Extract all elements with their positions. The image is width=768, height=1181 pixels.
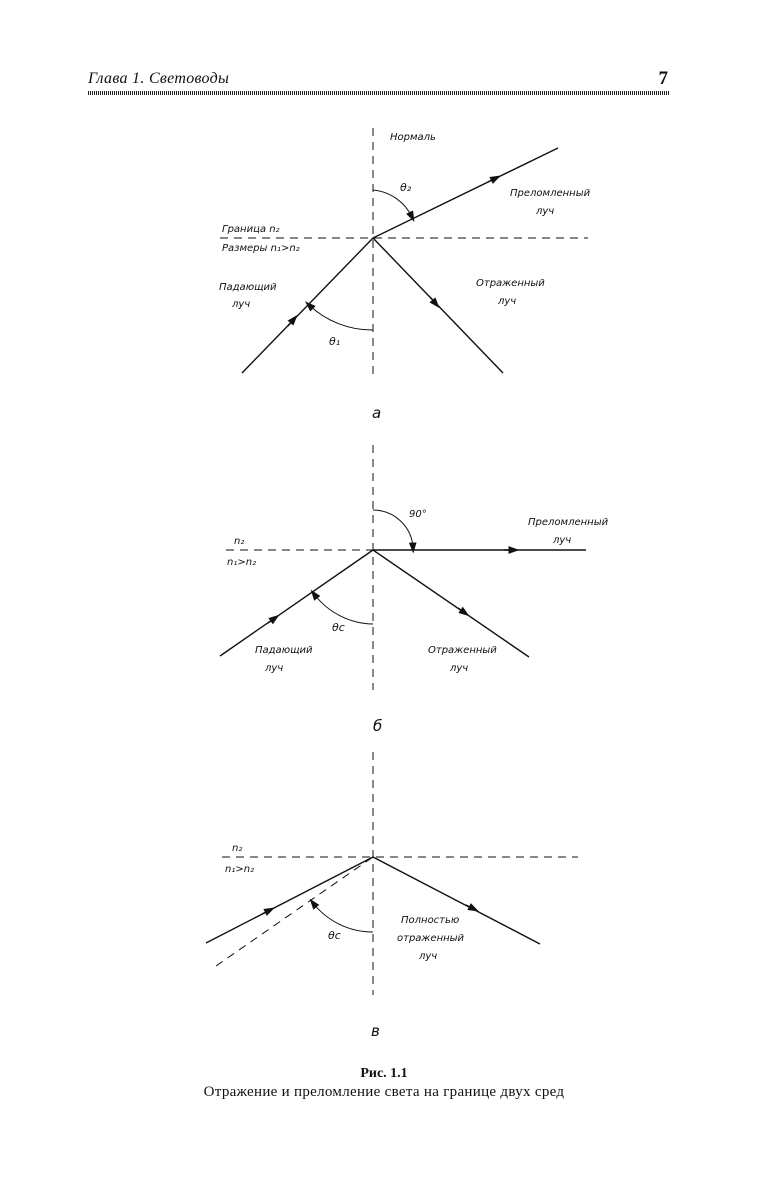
- panel-b-n1n2-label: n₁>n₂: [227, 557, 257, 568]
- panel-c-total-label-1: Полностью: [401, 915, 460, 926]
- panel-c-total-label-2: отраженный: [397, 933, 465, 944]
- figure-caption-text: Отражение и преломление света на границе двух сред: [203, 1084, 565, 1100]
- panel-b-reflected-arrow: [458, 608, 465, 613]
- panel-b: [220, 445, 609, 735]
- figure-number: Рис. 1.1: [360, 1066, 408, 1081]
- panel-c-incident-arrow: [262, 910, 270, 914]
- panel-a-refracted-label-2: луч: [536, 206, 555, 217]
- panel-b-refracted-label-1: Преломленный: [528, 517, 609, 528]
- panel-b-angle-label: 90°: [409, 509, 427, 520]
- panel-a-normal-label: Нормаль: [390, 132, 436, 143]
- panel-a-letter: а: [372, 404, 382, 422]
- panel-b-incident-label-2: луч: [265, 663, 284, 674]
- panel-a-boundary-label-2: Размеры n₁>n₂: [222, 243, 300, 254]
- panel-b-thetac-label: θc: [332, 621, 345, 634]
- panel-b-90-arc: [373, 510, 413, 548]
- panel-c-total-label-3: луч: [419, 951, 438, 962]
- panel-c-reflected-ray: [373, 857, 540, 944]
- panel-c-letter: в: [371, 1022, 380, 1040]
- panel-a-incident-label-1: Падающий: [219, 282, 277, 293]
- panel-a-theta2-label: θ₂: [400, 181, 412, 194]
- panel-a-theta2-arc: [373, 190, 412, 217]
- panel-b-reflected-ray: [373, 550, 529, 657]
- figure-caption: [0, 1066, 768, 1101]
- panel-a-theta1-arc: [309, 305, 373, 330]
- panel-a-incident-ray: [242, 238, 373, 373]
- panel-a-reflected-arrow: [430, 297, 436, 304]
- panel-a-reflected-ray: [373, 238, 503, 373]
- panel-c-thetac-label: θc: [328, 929, 341, 942]
- panel-b-thetac-arc: [314, 594, 373, 624]
- panel-b-incident-arrow: [268, 618, 275, 623]
- panel-a-refracted-arrow: [488, 178, 496, 182]
- panel-b-incident-label-1: Падающий: [255, 645, 313, 656]
- panel-a: [219, 128, 591, 422]
- panel-c-n2-label: n₂: [232, 843, 243, 854]
- panel-a-theta1-label: θ₁: [329, 335, 341, 348]
- panel-c-reflected-arrow: [466, 905, 474, 909]
- panel-c-n1n2-label: n₁>n₂: [225, 864, 255, 875]
- panel-a-incident-label-2: луч: [232, 299, 251, 310]
- panel-a-boundary-label-1: Граница n₂: [222, 224, 280, 235]
- panel-a-refracted-label-1: Преломленный: [510, 188, 591, 199]
- page-number: 7: [658, 68, 668, 89]
- panel-b-refracted-label-2: луч: [553, 535, 572, 546]
- chapter-title: Глава 1. Световоды: [88, 70, 230, 87]
- panel-b-n2-label: n₂: [234, 536, 245, 547]
- panel-a-reflected-label-2: луч: [498, 296, 517, 307]
- panel-c: [206, 752, 578, 1040]
- panel-c-thetac-arc: [313, 903, 373, 932]
- panel-b-reflected-label-2: луч: [450, 663, 469, 674]
- panel-b-reflected-label-1: Отраженный: [428, 645, 497, 656]
- panel-a-incident-arrow: [288, 319, 294, 326]
- panel-b-letter: б: [373, 717, 383, 735]
- panel-a-reflected-label-1: Отраженный: [476, 278, 545, 289]
